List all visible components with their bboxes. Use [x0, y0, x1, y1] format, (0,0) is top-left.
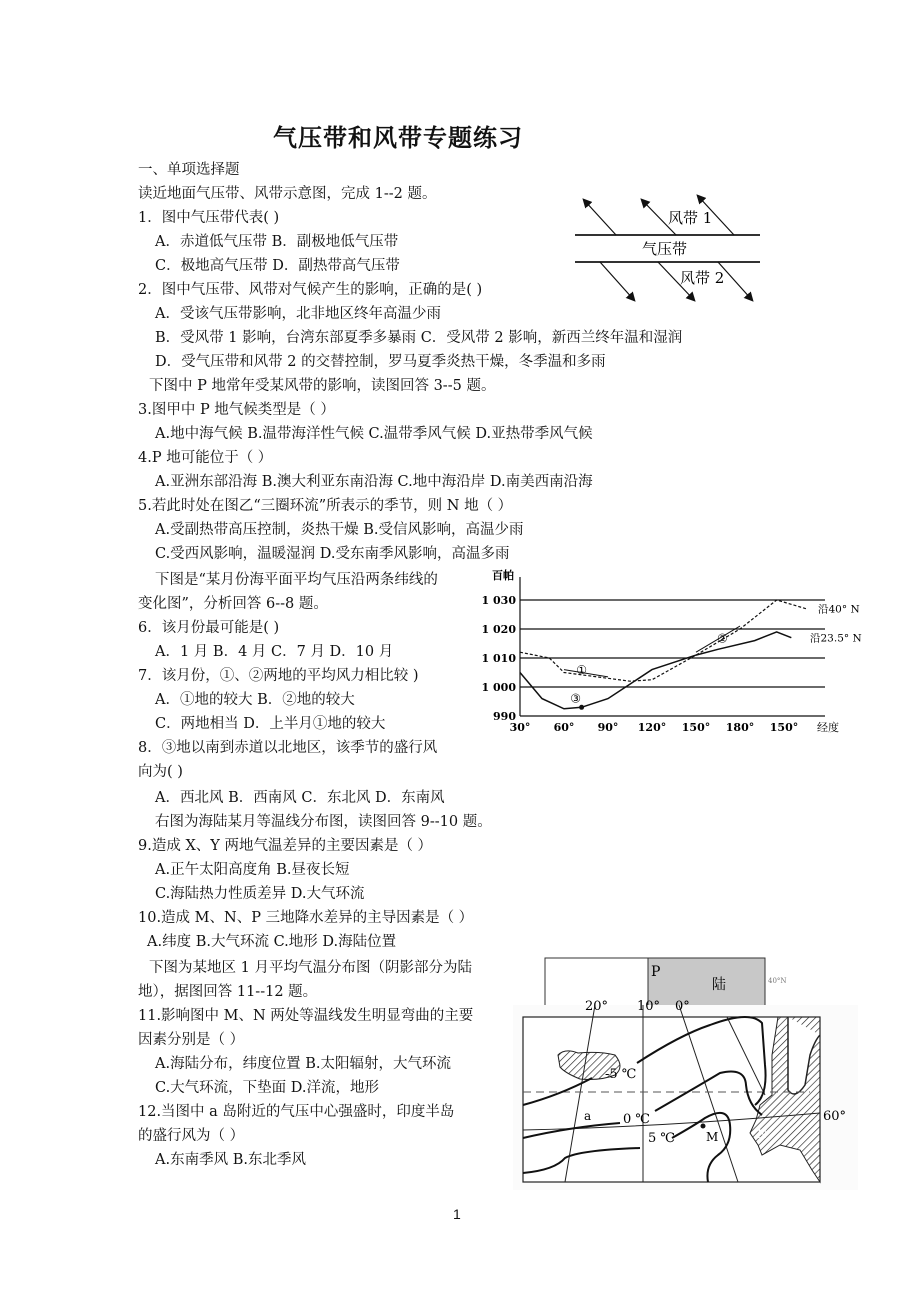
- lat-60-label: 60°: [823, 1109, 847, 1124]
- text-line: 9.造成 X、Y 两地气温差异的主要因素是（ ）: [138, 838, 433, 854]
- island-a-label: a: [584, 1109, 592, 1123]
- text-line: A.海陆分布，纬度位置 B.太阳辐射，大气环流: [155, 1056, 451, 1072]
- p-label: P: [651, 964, 661, 980]
- text-line: 地），据图回答 11--12 题。: [138, 984, 318, 1000]
- text-line: A．西北风 B．西南风 C．东北风 D．东南风: [155, 790, 445, 806]
- text-line: 因素分别是（ ）: [138, 1032, 245, 1048]
- series-line: [520, 600, 806, 681]
- y-tick-label: 1 020: [481, 623, 516, 636]
- text-line: C．两地相当 D．上半月①地的较大: [155, 716, 386, 732]
- text-line: 5.若此时处在图乙“三圈环流”所表示的季节，则 N 地（ ）: [138, 498, 513, 514]
- text-line: A．赤道低气压带 B．副极地低气压带: [155, 234, 399, 250]
- page-number: 1: [453, 1206, 461, 1222]
- text-line: 2．图中气压带、风带对气候产生的影响，正确的是( ): [138, 282, 483, 298]
- text-line: C.受西风影响，温暖湿润 D.受东南季风影响，高温多雨: [155, 546, 510, 562]
- x-axis-label: 经度: [817, 721, 839, 734]
- point-m-label: M: [706, 1130, 719, 1144]
- legend-40n: 沿40° N: [818, 603, 860, 616]
- text-line: 的盛行风为（ ）: [138, 1128, 245, 1144]
- pressure-wind-belt-diagram: [570, 190, 770, 305]
- text-line: A.东南季风 B.东北季风: [155, 1152, 306, 1168]
- legend-23n: 沿23.5° N: [810, 632, 862, 645]
- text-line: 右图为海陆某月等温线分布图，读图回答 9--10 题。: [155, 814, 492, 830]
- isotherm-5-label: 5 ℃: [648, 1131, 675, 1146]
- text-line: 向为( ): [138, 764, 183, 780]
- text-line: 变化图”，分析回答 6--8 题。: [138, 596, 328, 612]
- point-n-label: N: [757, 1127, 768, 1141]
- text-line: 下图中 P 地常年受某风带的影响，读图回答 3--5 题。: [149, 378, 496, 394]
- x-tick-label: 120°: [637, 721, 667, 734]
- wind-belt-2-label: 风带 2: [680, 269, 725, 287]
- pressure-line-chart: [480, 565, 870, 745]
- text-line: 6．该月份最可能是( ): [138, 620, 280, 636]
- text-line: A.亚洲东部沿海 B.澳大利亚东南沿海 C.地中海沿岸 D.南美西南沿海: [155, 474, 593, 490]
- text-line: A.受副热带高压控制，炎热干燥 B.受信风影响，高温少雨: [155, 522, 524, 538]
- lon-10-label: 10°: [637, 999, 661, 1014]
- series-line: [520, 632, 791, 709]
- text-line: 1．图中气压带代表( ): [138, 210, 280, 226]
- text-line: B．受风带 1 影响，台湾东部夏季多暴雨 C．受风带 2 影响，新西兰终年温和湿润: [155, 330, 683, 346]
- text-line: 12.当图中 a 岛附近的气压中心强盛时，印度半岛: [138, 1104, 455, 1120]
- text-line: C.大气环流，下垫面 D.洋流，地形: [155, 1080, 380, 1096]
- y-axis-label: 百帕: [492, 569, 514, 582]
- isotherm-0-label: 0 ℃: [623, 1112, 650, 1127]
- x-tick-label: 150°: [769, 721, 799, 734]
- text-line: 8．③地以南到赤道以北地区，该季节的盛行风: [138, 740, 438, 756]
- text-line: 7．该月份，①、②两地的平均风力相比较 ): [138, 668, 419, 684]
- text-line: D．受气压带和风带 2 的交替控制，罗马夏季炎热干燥，冬季温和多雨: [155, 354, 606, 370]
- x-tick-label: 90°: [597, 721, 619, 734]
- page-title: 气压带和风带专题练习: [273, 124, 523, 152]
- pressure-belt-label: 气压带: [642, 240, 688, 258]
- text-line: A.纬度 B.大气环流 C.地形 D.海陆位置: [147, 934, 397, 950]
- text-line: C.海陆热力性质差异 D.大气环流: [155, 886, 365, 902]
- text-line: A.地中海气候 B.温带海洋性气候 C.温带季风气候 D.亚热带季风气候: [155, 426, 593, 442]
- text-line: A．①地的较大 B．②地的较大: [155, 692, 355, 708]
- text-line: 一、单项选择题: [138, 162, 240, 178]
- text-line: 4.P 地可能位于（ ）: [138, 450, 273, 466]
- x-tick-label: 180°: [725, 721, 755, 734]
- text-line: 10.造成 M、N、P 三地降水差异的主导因素是（ ）: [138, 910, 474, 926]
- isotherm-map: [510, 955, 860, 1190]
- wind-belt-1-label: 风带 1: [668, 209, 713, 227]
- lon-0-label: 0°: [675, 999, 690, 1014]
- y-tick-label: 1 030: [481, 594, 516, 607]
- marker-1: ①: [576, 662, 587, 677]
- marker-3: ③: [570, 691, 581, 706]
- text-line: 下图为某地区 1 月平均气温分布图（阴影部分为陆: [149, 960, 472, 976]
- lat40-label: 40°N: [768, 977, 787, 985]
- lon-20-label: 20°: [585, 999, 609, 1014]
- isotherm-minus5-label: -5 ℃: [605, 1067, 637, 1082]
- x-tick-label: 150°: [681, 721, 711, 734]
- x-tick-label: 30°: [509, 721, 531, 734]
- y-tick-label: 1 010: [481, 652, 516, 665]
- text-line: 读近地面气压带、风带示意图，完成 1--2 题。: [138, 186, 437, 202]
- text-line: A．受该气压带影响，北非地区终年高温少雨: [155, 306, 441, 322]
- land-label: 陆: [712, 977, 726, 993]
- text-line: A．1 月 B．4 月 C．7 月 D．10 月: [155, 644, 394, 660]
- text-line: 3.图甲中 P 地气候类型是（ ）: [138, 402, 335, 418]
- text-line: C．极地高气压带 D．副热带高气压带: [155, 258, 400, 274]
- text-line: 下图是“某月份海平面平均气压沿两条纬线的: [155, 572, 438, 588]
- y-tick-label: 1 000: [481, 681, 516, 694]
- text-line: A.正午太阳高度角 B.昼夜长短: [155, 862, 350, 878]
- text-line: 11.影响图中 M、N 两处等温线发生明显弯曲的主要: [138, 1008, 474, 1024]
- x-tick-label: 60°: [553, 721, 575, 734]
- marker-2: ②: [717, 631, 728, 646]
- y-tick-label: 990: [493, 710, 516, 723]
